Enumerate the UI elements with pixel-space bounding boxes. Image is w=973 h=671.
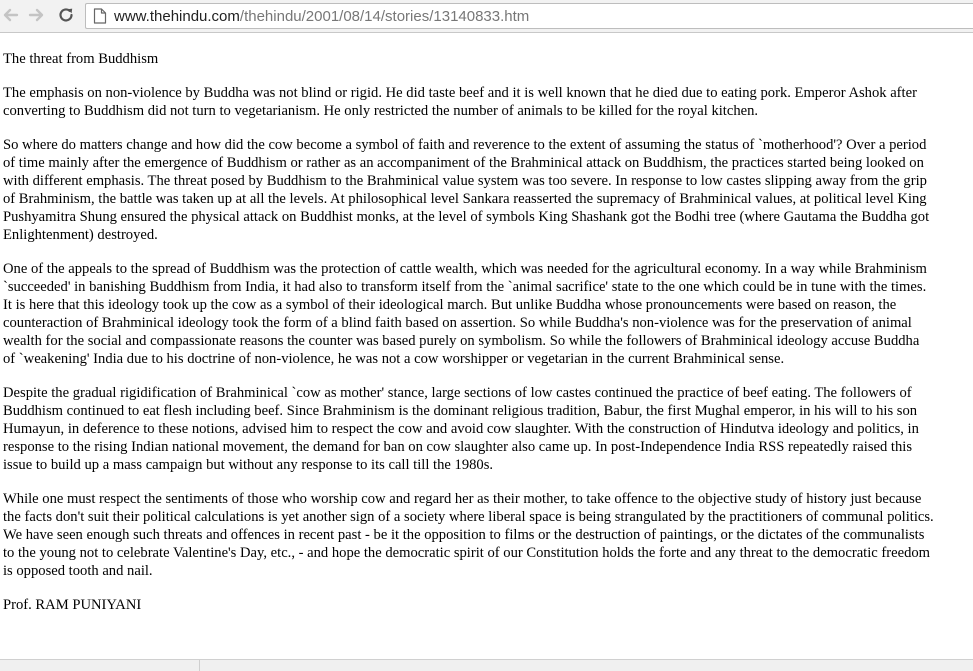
forward-button[interactable] [25, 4, 47, 26]
article-content [3, 50, 935, 630]
back-button[interactable] [0, 4, 22, 26]
article-paragraph: So where do matters change and how did the cow become a symbol of faith and reverence to the extent of assuming the status of `motherhood'? Over a period of time mainly after the emergence of Buddhism or rather as an accompaniment of the Brahminical attack on Buddhism, the practices started being looked on with different emphasis. The threat posed by Buddhism to the Brahminical value system was too severe. In response to low castes slipping away from the grip of Brahminism, the battle was taken up at all the levels. At philosophical level Sankara reasserted the supremacy of Brahminical values, at political level King Pushyamitra Shung ensured the physical attack on Buddhist monks, at the level of symbols King Shashank got the Bodhi tree (where Gautama the Buddha got Enlightenment) destroyed. [3, 137, 930, 243]
url-text [114, 8, 529, 25]
arrow-right-icon [27, 6, 45, 24]
reload-button[interactable] [55, 4, 77, 26]
article-title: The threat from Buddhism [3, 51, 159, 67]
arrow-left-icon [2, 6, 20, 24]
document-icon [89, 5, 111, 27]
reload-icon [57, 6, 75, 24]
article-paragraph: One of the appeals to the spread of Buddhism was the protection of cattle wealth, which was needed for the agricultural economy. In a way while Brahminism `succeeded' in banishing Buddhism from India, it had also to transform itself from the `animal sacrifice' state to the one which could be in tune with the times. It is here that this ideology took up the cow as a symbol of their ideological march. But unlike Buddha whose pronouncements were based on reason, the counteraction of Brahminical ideology took the form of a blind faith based on assertion. So while Buddha's non-violence was for the preservation of animal wealth for the social and compassionate reasons the counter was based purely on symbolism. So while the followers of Brahminical ideology accuse Buddha of `weakening' India due to his doctrine of non-violence, he was not a cow worshipper or vegetarian in the current Brahminical sense. [3, 261, 927, 367]
article-paragraph: While one must respect the sentiments of those who worship cow and regard her as their mother, to take offence to the objective study of history just because the facts don't suit their political calculations is yet another sign of a society where liberal space is being strangulated by the practitioners of communal politics. We have seen enough such threats and offences in recent past - be it the opposition to films or the destruction of paintings, or the dictates of the communalists to the young not to celebrate Valentine's Day, etc., - and hope the democratic spirit of our Constitution holds the forte and any threat to the democratic freedom is opposed tooth and nail. [3, 491, 934, 579]
article-author: Prof. RAM PUNIYANI [3, 597, 142, 613]
article-paragraph: Despite the gradual rigidification of Brahminical `cow as mother' stance, large sections of low castes continued the practice of beef eating. The followers of Buddhism continued to eat flesh including beef. Since Brahminism is the dominant religious tradition, Babur, the first Mughal emperor, in his will to his son Humayun, in deference to these notions, advised him to respect the cow and avoid cow slaughter. With the construction of Hindutva ideology and politics, in response to the rising Indian national movement, the demand for ban on cow slaughter also came up. In post-Independence India RSS repeatedly raised this issue to build up a mass campaign but without any response to its call till the 1980s. [3, 385, 919, 473]
url-path: /thehindu/2001/08/14/stories/13140833.htm [239, 7, 530, 25]
url-host: www.thehindu.com [114, 7, 240, 25]
address-bar[interactable] [85, 3, 973, 29]
scrollbar-thumb[interactable] [0, 660, 200, 671]
horizontal-scrollbar[interactable] [0, 659, 973, 671]
article-paragraph: The emphasis on non-violence by Buddha was not blind or rigid. He did taste beef and it is well known that he died due to eating pork. Emperor Ashok after converting to Buddhism did not turn to vegetarianism. He only restricted the number of animals to be killed for the royal kitchen. [3, 85, 917, 119]
browser-toolbar [0, 0, 973, 33]
